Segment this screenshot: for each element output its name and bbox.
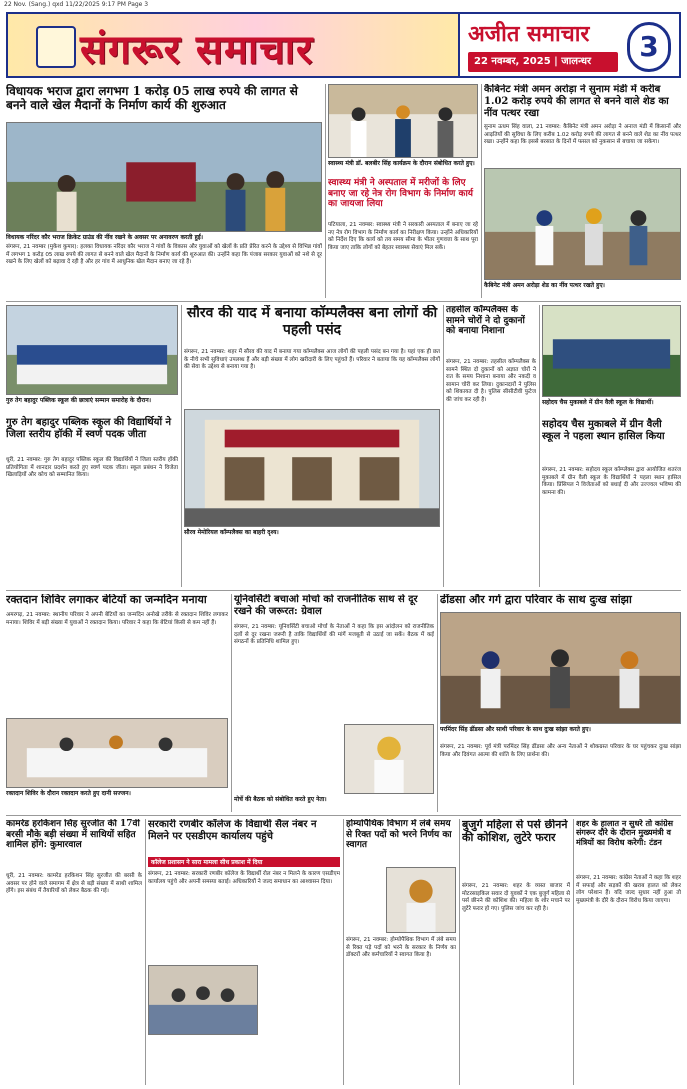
story-12-body: धूरी, 21 नवम्बर: कामरेड हरकिशन सिंह सुरजीत की बरसी के अवसर पर होने वाले समागम में क्षेत्र से बड़ी संख्या में साथी शामिल होंगे। इस संबंध में तैयारियों को लेकर बैठक की गई। — [6, 873, 142, 894]
row-divider — [6, 590, 681, 591]
story-1-photo — [6, 122, 322, 232]
story-9-headline: यूनिवर्सिटी बचाओ मोर्चा को राजनीतिक साथ से दूर रखने की जरूरत: ग्रेवाल — [234, 594, 418, 617]
story-7-caption: सहोदय चैस मुकाबले में ग्रीन वैली स्कूल के विद्यार्थी। — [542, 399, 654, 406]
column-divider — [343, 819, 344, 1085]
story-13-photo-image — [149, 966, 257, 1034]
story-9-body: संगरूर, 21 नवम्बर: यूनिवर्सिटी बचाओ मोर्चा के नेताओं ने कहा कि इस आंदोलन को राजनीतिक दलों से दूर रखना जरूरी है ताकि विद्यार्थियों की मांगें मजबूती से उठाई जा सकें। बैठक में कई संगठनों के प्रतिनिधि शामिल हुए। — [234, 624, 434, 645]
story-5 — [446, 305, 536, 587]
story-6-photo — [6, 305, 178, 395]
story-9-caption: मोर्चे की बैठक को संबोधित करते हुए नेता। — [234, 796, 327, 803]
story-6-body: धूरी, 21 नवम्बर: गुरु तेग बहादुर पब्लिक स्कूल की विद्यार्थियों ने जिला स्तरीय हॉकी प्रतियोगिता में शानदार प्रदर्शन करते हुए स्वर्ण पदक जीता। स्कूल प्रबंधन ने विजेता खिलाड़ियों और कोच को सम्मानित किया। — [6, 457, 178, 478]
masthead-logo-panel — [8, 14, 460, 76]
story-8-photo-image — [7, 719, 227, 787]
story-7-photo — [542, 305, 681, 397]
story-12-headline: कामरेड हरकिशन सिंह सुरजीत की 17वीं बरसी मौके बड़ी संख्या में साथियों सहित शामिल होंगे: कुमारवाल — [6, 819, 140, 851]
story-10 — [440, 594, 681, 812]
story-13-subhead: कॉलेज प्रशासन ने सारा मामला सीध प्रकाश में दिया — [148, 857, 340, 867]
story-3-caption: कैबिनेट मंत्री अमन अरोड़ा शेड का नींव पत्थर रखते हुए। — [484, 282, 605, 289]
column-divider — [181, 305, 182, 587]
story-9 — [234, 594, 434, 812]
story-7 — [542, 305, 681, 587]
story-3-headline: कैबिनेट मंत्री अमन अरोड़ा ने सुनाम मंडी में करीब 1.02 करोड़ रुपये की लागत से बनने वाले शेड का नींव पत्थर रखा — [484, 84, 669, 119]
story-7-body: संगरूर, 21 नवम्बर: सहोदय स्कूल कॉम्प्लेक्स द्वारा आयोजित शतरंज मुकाबले में ग्रीन वैली स्कूल के विद्यार्थियों ने पहला स्थान हासिल किया। प्रिंसिपल ने विजेताओं को बधाई दी और उज्ज्वल भविष्य की कामना की। — [542, 467, 681, 496]
story-14 — [346, 819, 456, 1085]
story-5-body: संगरूर, 21 नवम्बर: तहसील कॉम्पलैक्स के सामने स्थित दो दुकानों को अज्ञात चोरों ने रात के समय निशाना बनाया और नकदी व सामान चोरी कर लिया। दुकानदारों ने पुलिस को शिकायत दी है। पुलिस सीसीटीवी फुटेज की जांच कर रही है। — [446, 359, 536, 403]
story-3 — [484, 84, 681, 298]
story-11 — [462, 819, 570, 1085]
story-9-photo-image — [345, 725, 433, 793]
story-13-body: संगरूर, 21 नवम्बर: सरकारी रणबीर कॉलेज के विद्यार्थी रोल नंबर न मिलने के कारण एसडीएम कार्यालय पहुंचे और अपनी समस्या बताई। अधिकारियों ने जल्द समाधान का आश्वासन दिया। — [148, 871, 340, 885]
story-8-headline: रक्तदान शिविर लगाकर बेटियों का जन्मदिन मनाया — [6, 594, 207, 606]
story-13-headline: सरकारी रणबीर कॉलेज के विद्यार्थी सैल नंबर न मिलने पर एसडीएम कार्यालय पहुंचे — [148, 819, 317, 842]
story-10-headline: ढींडसा और गर्ग द्वारा परिवार के साथ दुःख सांझा — [440, 594, 632, 606]
story-7-headline: सहोदय चैस मुकाबले में ग्रीन वैली स्कूल ने पहला स्थान हासिल किया — [542, 419, 665, 442]
row-divider — [6, 815, 681, 816]
story-3-body: सुनाम ऊधम सिंह वाला, 21 नवम्बर: कैबिनेट मंत्री अमन अरोड़ा ने अनाज मंडी में किसानों और आढ़तियों की सुविधा के लिए करीब 1.02 करोड़ रुपये की लागत से बनने वाले शेड का नींव पत्थर रखा। उन्होंने कहा कि इससे बरसात के दिनों में फसल को नुकसान से बचाया जा सकेगा। — [484, 124, 681, 145]
story-8-body: अमरगढ़, 21 नवम्बर: स्थानीय परिवार ने अपनी बेटियों का जन्मदिन अनोखे तरीके से रक्तदान शिविर लगाकर मनाया। शिविर में बड़ी संख्या में युवाओं ने रक्तदान किया। परिवार ने कहा कि बेटियां किसी से कम नहीं हैं। — [6, 612, 228, 626]
edition-date: 22 नवम्बर, 2025 | जालन्धर — [468, 52, 618, 72]
story-9-photo — [344, 724, 434, 794]
story-4 — [184, 305, 440, 587]
story-6-caption: गुरु तेग बहादुर पब्लिक स्कूल की छात्राएं सम्मान समारोह के दौरान। — [6, 397, 151, 404]
story-6 — [6, 305, 178, 587]
story-4-headline: सौरव की याद में बनाया कॉम्पलैक्स बना लोगों की पहली पसंद — [186, 305, 438, 338]
story-1-caption: विधायक नरिंदर कौर भराज क्रिकेट ग्राउंड की नींव रखने के अवसर पर अनावरण करती हुईं। — [6, 234, 203, 241]
story-8 — [6, 594, 228, 812]
column-divider — [573, 819, 574, 1085]
top-print-strip: 22 Nov. (Sang.) qxd 11/22/2025 9:17 PM Page 3 — [4, 1, 149, 8]
story-14-photo — [386, 867, 456, 933]
story-12 — [6, 819, 142, 1085]
story-14-photo-image — [387, 868, 455, 932]
row-divider — [6, 301, 681, 302]
story-15-headline: शहर के हालात न सुधरे तो कांग्रेस संगरूर दौरे के दौरान मुख्यमंत्री व मंत्रियों का विरोध करेगी: टंडन — [576, 819, 673, 847]
story-14-body: संगरूर, 21 नवम्बर: होम्योपैथिक विभाग में लंबे समय से रिक्त पड़े पदों को भरने के सरकार के निर्णय का डॉक्टरों और कर्मचारियों ने स्वागत किया है। — [346, 937, 456, 958]
story-11-headline: बुजुर्ग महिला से पर्स छीनने की कोशिश, लुटेरे फरार — [462, 819, 568, 844]
story-2-photo — [328, 84, 478, 158]
column-divider — [459, 819, 460, 1085]
column-divider — [443, 305, 444, 587]
story-2-body: पटियाला, 21 नवम्बर: स्वास्थ्य मंत्री ने सरकारी अस्पताल में बनाए जा रहे नए नेत्र रोग विभाग के निर्माण कार्य का निरीक्षण किया। उन्होंने अधिकारियों को निर्देश दिए कि कार्य को तय समय सीमा के भीतर गुणवत्ता के साथ पूरा किया जाए ताकि लोगों को बेहतर स्वास्थ्य सेवाएं मिल सकें। — [328, 222, 478, 251]
story-10-photo-image — [441, 613, 680, 723]
masthead-title: संगरूर समाचार — [80, 26, 314, 73]
story-8-caption: रक्तदान शिविर के दौरान रक्तदान करते हुए दानी सज्जन। — [6, 790, 131, 797]
story-8-photo — [6, 718, 228, 788]
story-1-photo-image — [7, 123, 321, 231]
story-4-photo — [184, 409, 440, 527]
story-4-photo-image — [185, 410, 439, 526]
masthead-brand-panel — [460, 14, 679, 76]
story-15 — [576, 819, 681, 1085]
story-3-photo — [484, 168, 681, 280]
masthead — [6, 12, 681, 78]
column-divider — [231, 594, 232, 812]
column-divider — [481, 84, 482, 298]
story-1 — [6, 84, 322, 298]
story-15-body: संगरूर, 21 नवम्बर: कांग्रेस नेताओं ने कहा कि शहर में सफाई और सड़कों की खराब हालत को लेकर लोग परेशान हैं। यदि जल्द सुधार नहीं हुआ तो मुख्यमंत्री के दौरे के दौरान विरोध किया जाएगा। — [576, 875, 681, 904]
newspaper-brand: अजीत समाचार — [468, 21, 590, 47]
story-6-photo-image — [7, 306, 177, 394]
story-14-headline: होम्योपैथिक विभाग में लंबे समय से रिक्त पदों को भरने निर्णय का स्वागत — [346, 819, 452, 851]
story-13 — [148, 819, 340, 1085]
story-2-photo-image — [329, 85, 477, 157]
story-5-headline: तहसील कॉम्पलैक्स के सामने चोरों ने दो दुकानों को बनाया निशाना — [446, 305, 525, 337]
page-number: 3 — [627, 22, 671, 72]
story-4-caption: सौरव मेमोरियल कॉम्पलैक्स का बाहरी दृश्य। — [184, 529, 279, 536]
story-13-photo — [148, 965, 258, 1035]
column-divider — [437, 594, 438, 812]
column-divider — [145, 819, 146, 1085]
masthead-emblem-icon — [36, 26, 76, 68]
story-7-photo-image — [543, 306, 680, 396]
story-11-body: संगरूर, 21 नवम्बर: शहर के व्यस्त बाजार में मोटरसाइकिल सवार दो युवकों ने एक बुजुर्ग महिला से पर्स छीनने की कोशिश की। महिला के शोर मचाने पर लुटेरे फरार हो गए। पुलिस जांच कर रही है। — [462, 883, 570, 912]
story-2-caption: स्वास्थ्य मंत्री डॉ. बलबीर सिंह कार्यक्रम के दौरान संबोधित करते हुए। — [328, 160, 475, 167]
story-4-body: संगरूर, 21 नवम्बर: शहर में सौरव की याद में बनाया गया कॉम्पलैक्स आज लोगों की पहली पसंद बन गया है। यहां एक ही छत के नीचे सभी सुविधाएं उपलब्ध हैं और बड़ी संख्या में लोग खरीदारी के लिए पहुंचते हैं। परिवार ने बताया कि यह कॉम्पलैक्स लोगों की सेवा के उद्देश्य से बनाया गया है। — [184, 349, 440, 370]
story-3-photo-image — [485, 169, 680, 279]
story-10-photo — [440, 612, 681, 724]
story-1-body: संगरूर, 21 नवम्बर (मुकेश कुमार): हलका विधायक नरिंदर कौर भराज ने गांवों के विकास और युवाओं को खेलों के प्रति प्रेरित करने के उद्देश्य से विभिन्न गांवों में लगभग 1 करोड़ 05 लाख रुपये की लागत से बनने वाले खेल मैदानों के निर्माण कार्य की शुरुआत की। उन्होंने कहा कि पंजाब सरकार युवाओं को नशे से दूर रखने के लिए खेलों को बढ़ावा दे रही है और हर गांव में आधुनिक खेल मैदान बनाए जा रहे हैं। — [6, 244, 322, 265]
story-2 — [328, 84, 478, 298]
story-10-caption: परमिंदर सिंह ढींडसा और साथी परिवार के साथ दुःख सांझा करते हुए। — [440, 726, 591, 733]
story-10-body: संगरूर, 21 नवम्बर: पूर्व मंत्री परमिंदर सिंह ढींडसा और अन्य नेताओं ने शोकग्रस्त परिवार के घर पहुंचकर दुःख सांझा किया और दिवंगत आत्मा की शांति के लिए प्रार्थना की। — [440, 744, 681, 758]
story-1-headline: विधायक भराज द्वारा लगभग 1 करोड़ 05 लाख रुपये की लागत से बनने वाले खेल मैदानों के निर्माण कार्य की शुरुआत — [6, 84, 298, 113]
column-divider — [325, 84, 326, 298]
column-divider — [539, 305, 540, 587]
story-2-headline: स्वास्थ्य मंत्री ने अस्पताल में मरीजों के लिए बनाए जा रहे नेत्र रोग विभाग के निर्माण कार्य का जायजा लिया — [328, 178, 474, 210]
story-6-headline: गुरु तेग बहादुर पब्लिक स्कूल की विद्यार्थियों ने जिला स्तरीय हॉकी में स्वर्ण पदक जीता — [6, 417, 172, 440]
